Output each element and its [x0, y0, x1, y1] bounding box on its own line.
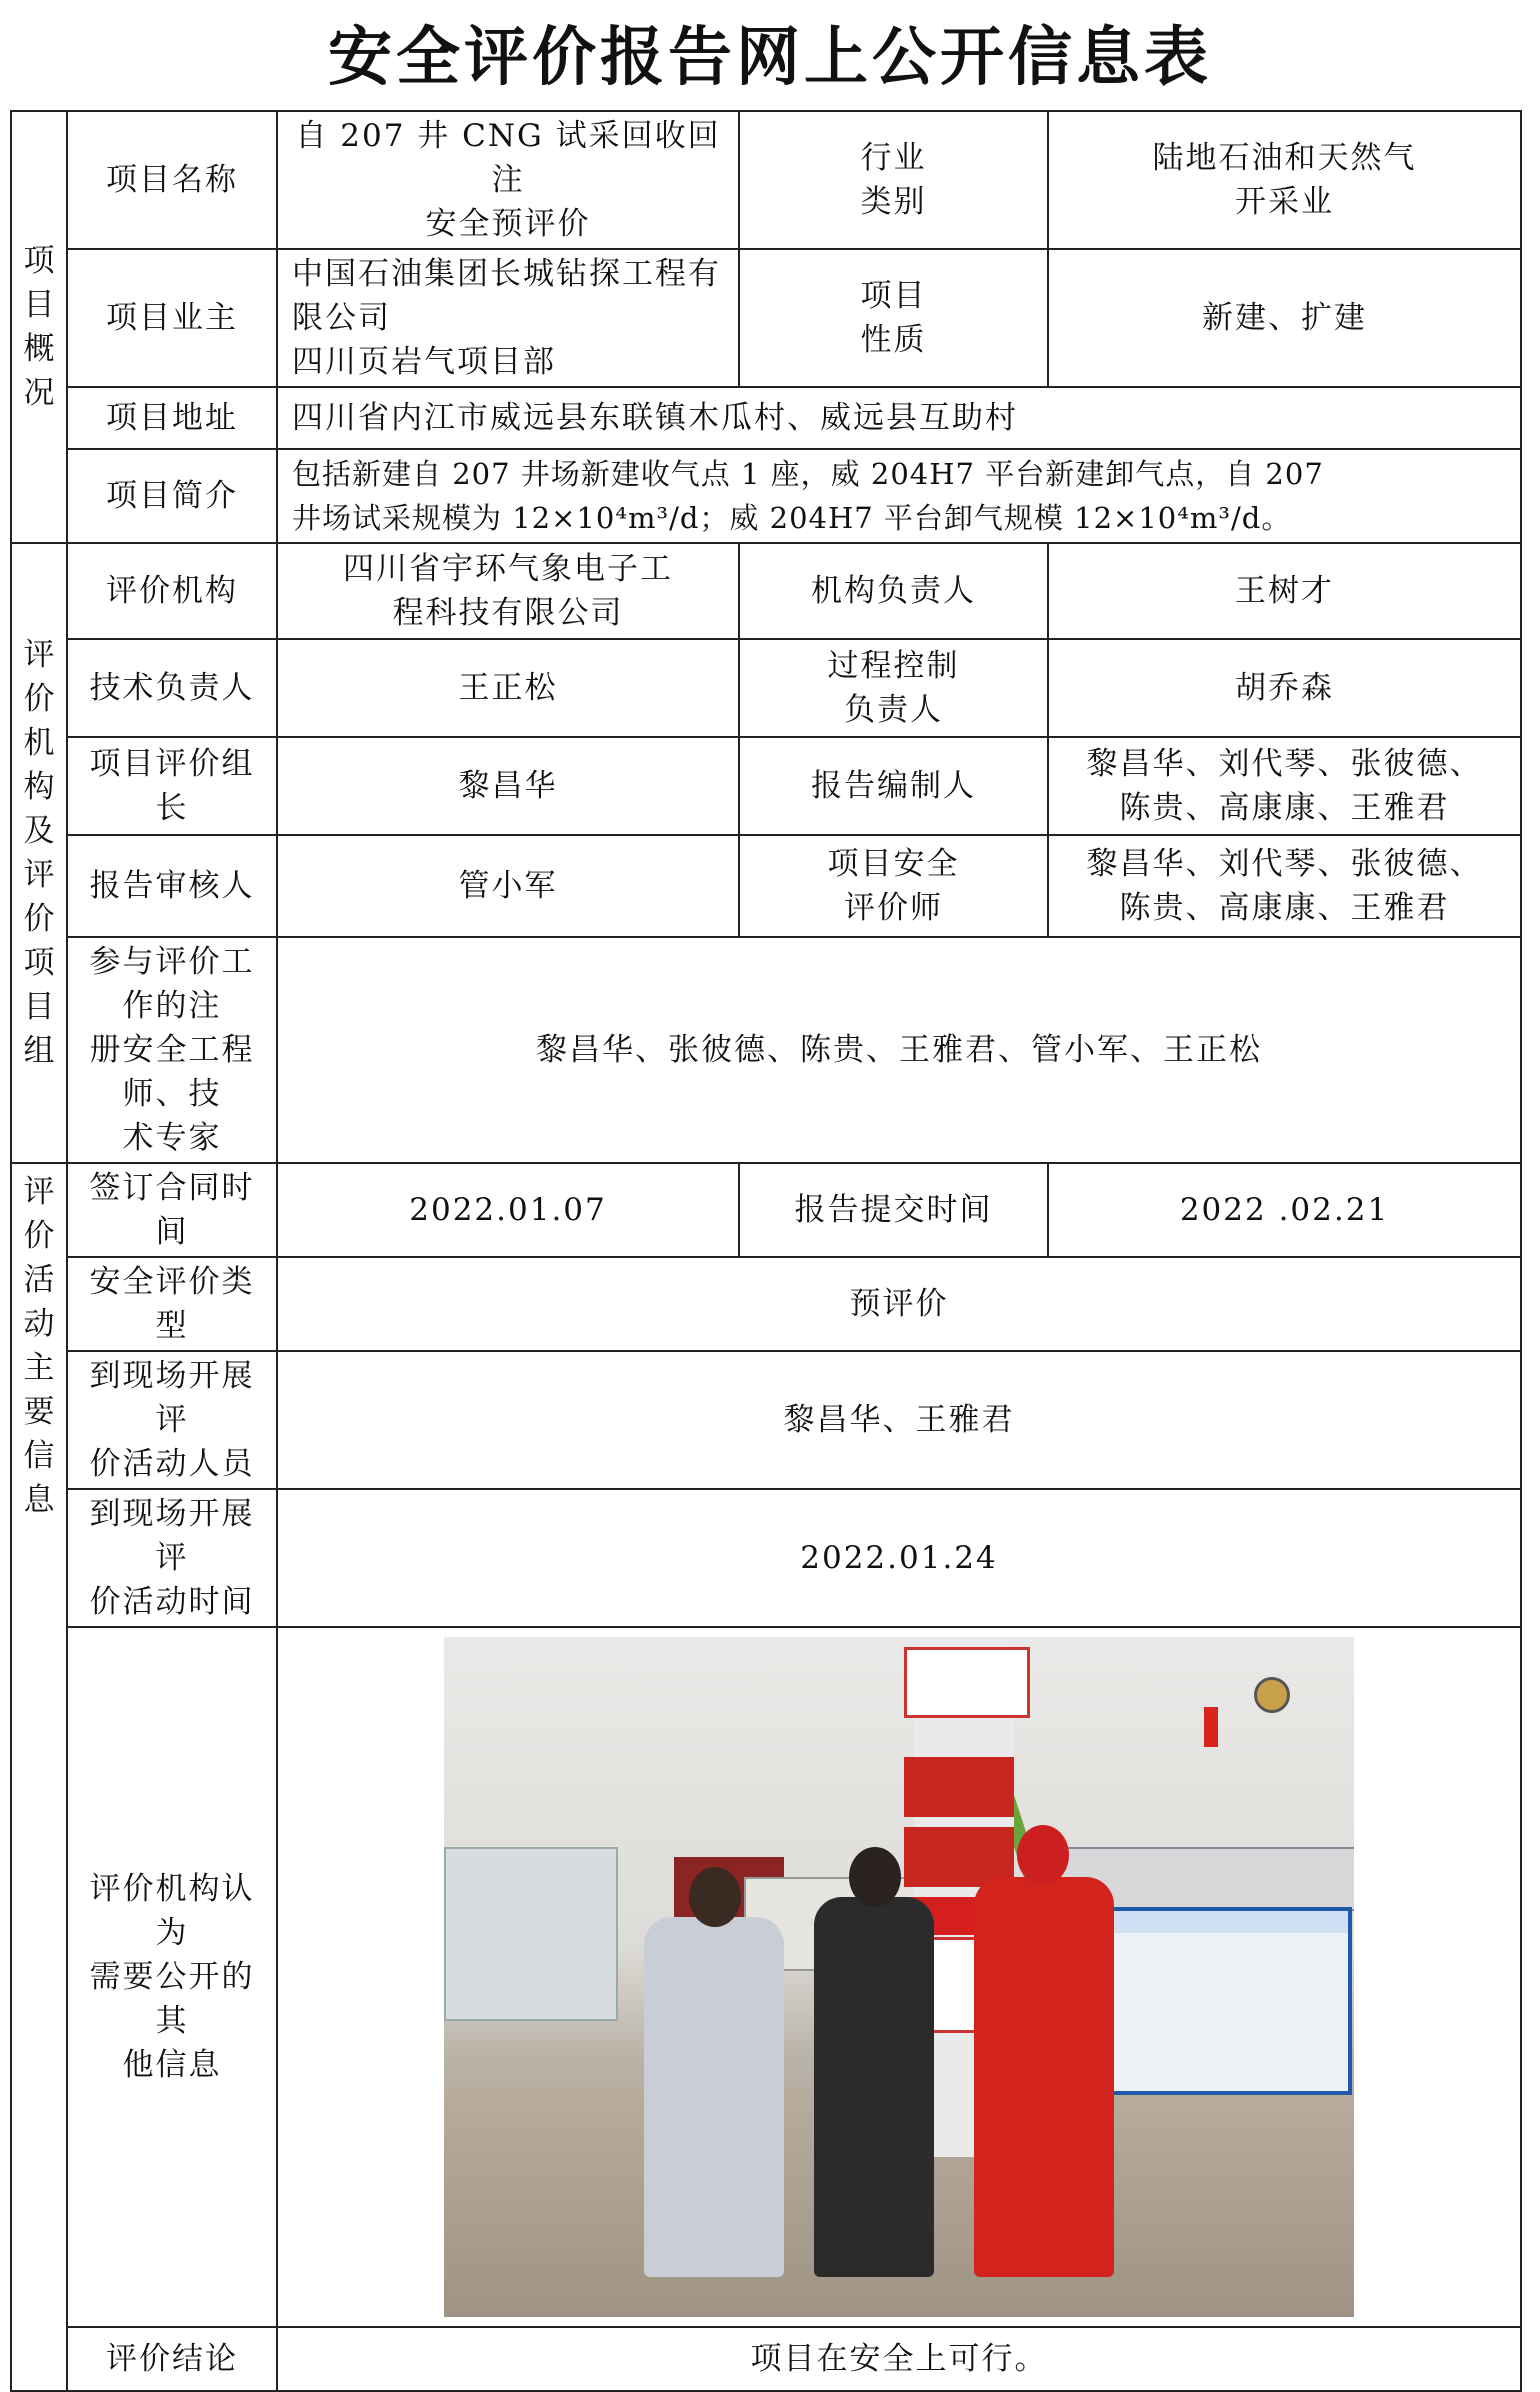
value-leader: 黎昌华 [277, 737, 739, 835]
label-project-name: 项目名称 [67, 111, 277, 249]
label-org: 评价机构 [67, 543, 277, 639]
label-tech: 技术负责人 [67, 639, 277, 737]
label-reviewer: 报告审核人 [67, 835, 277, 937]
row-time [11, 1489, 1521, 1627]
value-reviewer: 管小军 [277, 835, 739, 937]
value-writer: 黎昌华、刘代琴、张彼德、 陈贵、高康康、王雅君 [1048, 737, 1521, 835]
company-logo-sign [904, 1647, 1030, 1718]
value-project-name: 自 207 井 CNG 试采回收回注 安全预评价 [277, 111, 739, 249]
section-org: 评价机构及评价项目组 [11, 543, 67, 1163]
label-org-head: 机构负责人 [739, 543, 1048, 639]
value-staff: 黎昌华、王雅君 [277, 1351, 1521, 1489]
row-owner [11, 249, 1521, 387]
value-assessor: 黎昌华、刘代琴、张彼德、 陈贵、高康康、王雅君 [1048, 835, 1521, 937]
person-left [644, 1917, 784, 2277]
row-address [11, 387, 1521, 449]
row-reviewer [11, 835, 1521, 937]
value-process: 胡乔森 [1048, 639, 1521, 737]
value-industry: 陆地石油和天然气 开采业 [1048, 111, 1521, 249]
flag-shape [1204, 1707, 1218, 1747]
notice-board [1084, 1907, 1352, 2095]
container-shape [444, 1847, 618, 2021]
warning-sign [904, 1757, 1014, 1817]
label-writer: 报告编制人 [739, 737, 1048, 835]
label-time: 到现场开展评 价活动时间 [67, 1489, 277, 1627]
value-contract: 2022.01.07 [277, 1163, 739, 1257]
row-leader [11, 737, 1521, 835]
label-engineers: 参与评价工作的注 册安全工程师、技 术专家 [67, 937, 277, 1163]
info-table [10, 110, 1522, 2392]
value-engineers: 黎昌华、张彼德、陈贵、王雅君、管小军、王正松 [277, 937, 1521, 1163]
value-nature: 新建、扩建 [1048, 249, 1521, 387]
value-submit: 2022 .02.21 [1048, 1163, 1521, 1257]
row-type [11, 1257, 1521, 1351]
value-conclusion: 项目在安全上可行。 [277, 2327, 1521, 2391]
head-middle [849, 1847, 901, 1907]
section-activity: 评价活动主要信息 [11, 1163, 67, 2391]
row-org [11, 543, 1521, 639]
label-conclusion: 评价结论 [67, 2327, 277, 2391]
row-project-name [11, 111, 1521, 249]
row-contract [11, 1163, 1521, 1257]
page-title: 安全评价报告网上公开信息表 [328, 21, 1212, 95]
value-time: 2022.01.24 [277, 1489, 1521, 1627]
value-brief: 包括新建自 207 井场新建收气点 1 座，威 204H7 平台新建卸气点，自 207 井场试采规模为 12×10⁴m³/d；威 204H7 平台卸气规模 12×10⁴m³/d。 [277, 449, 1521, 543]
value-type: 预评价 [277, 1257, 1521, 1351]
row-conclusion [11, 2327, 1521, 2391]
value-org: 四川省宇环气象电子工 程科技有限公司 [277, 543, 739, 639]
row-brief [11, 449, 1521, 543]
label-type: 安全评价类型 [67, 1257, 277, 1351]
label-staff: 到现场开展评 价活动人员 [67, 1351, 277, 1489]
label-other: 评价机构认为 需要公开的其 他信息 [67, 1627, 277, 2327]
lamp-shape [1254, 1677, 1290, 1713]
section-overview: 项目概况 [11, 111, 67, 543]
label-owner: 项目业主 [67, 249, 277, 387]
label-process: 过程控制 负责人 [739, 639, 1048, 737]
row-engineers [11, 937, 1521, 1163]
head-left [689, 1867, 741, 1927]
label-industry: 行业 类别 [739, 111, 1048, 249]
value-org-head: 王树才 [1048, 543, 1521, 639]
label-address: 项目地址 [67, 387, 277, 449]
person-middle [814, 1897, 934, 2277]
person-right [974, 1877, 1114, 2277]
label-nature: 项目 性质 [739, 249, 1048, 387]
label-leader: 项目评价组长 [67, 737, 277, 835]
helmet-right [1017, 1825, 1069, 1885]
site-photo-cell [277, 1627, 1521, 2327]
value-address: 四川省内江市威远县东联镇木瓜村、威远县互助村 [277, 387, 1521, 449]
row-tech [11, 639, 1521, 737]
site-photo [444, 1637, 1354, 2317]
value-owner: 中国石油集团长城钻探工程有限公司 四川页岩气项目部 [277, 249, 739, 387]
value-tech: 王正松 [277, 639, 739, 737]
label-contract: 签订合同时间 [67, 1163, 277, 1257]
label-assessor: 项目安全 评价师 [739, 835, 1048, 937]
row-staff [11, 1351, 1521, 1489]
row-other [11, 1627, 1521, 2327]
label-submit: 报告提交时间 [739, 1163, 1048, 1257]
label-brief: 项目简介 [67, 449, 277, 543]
